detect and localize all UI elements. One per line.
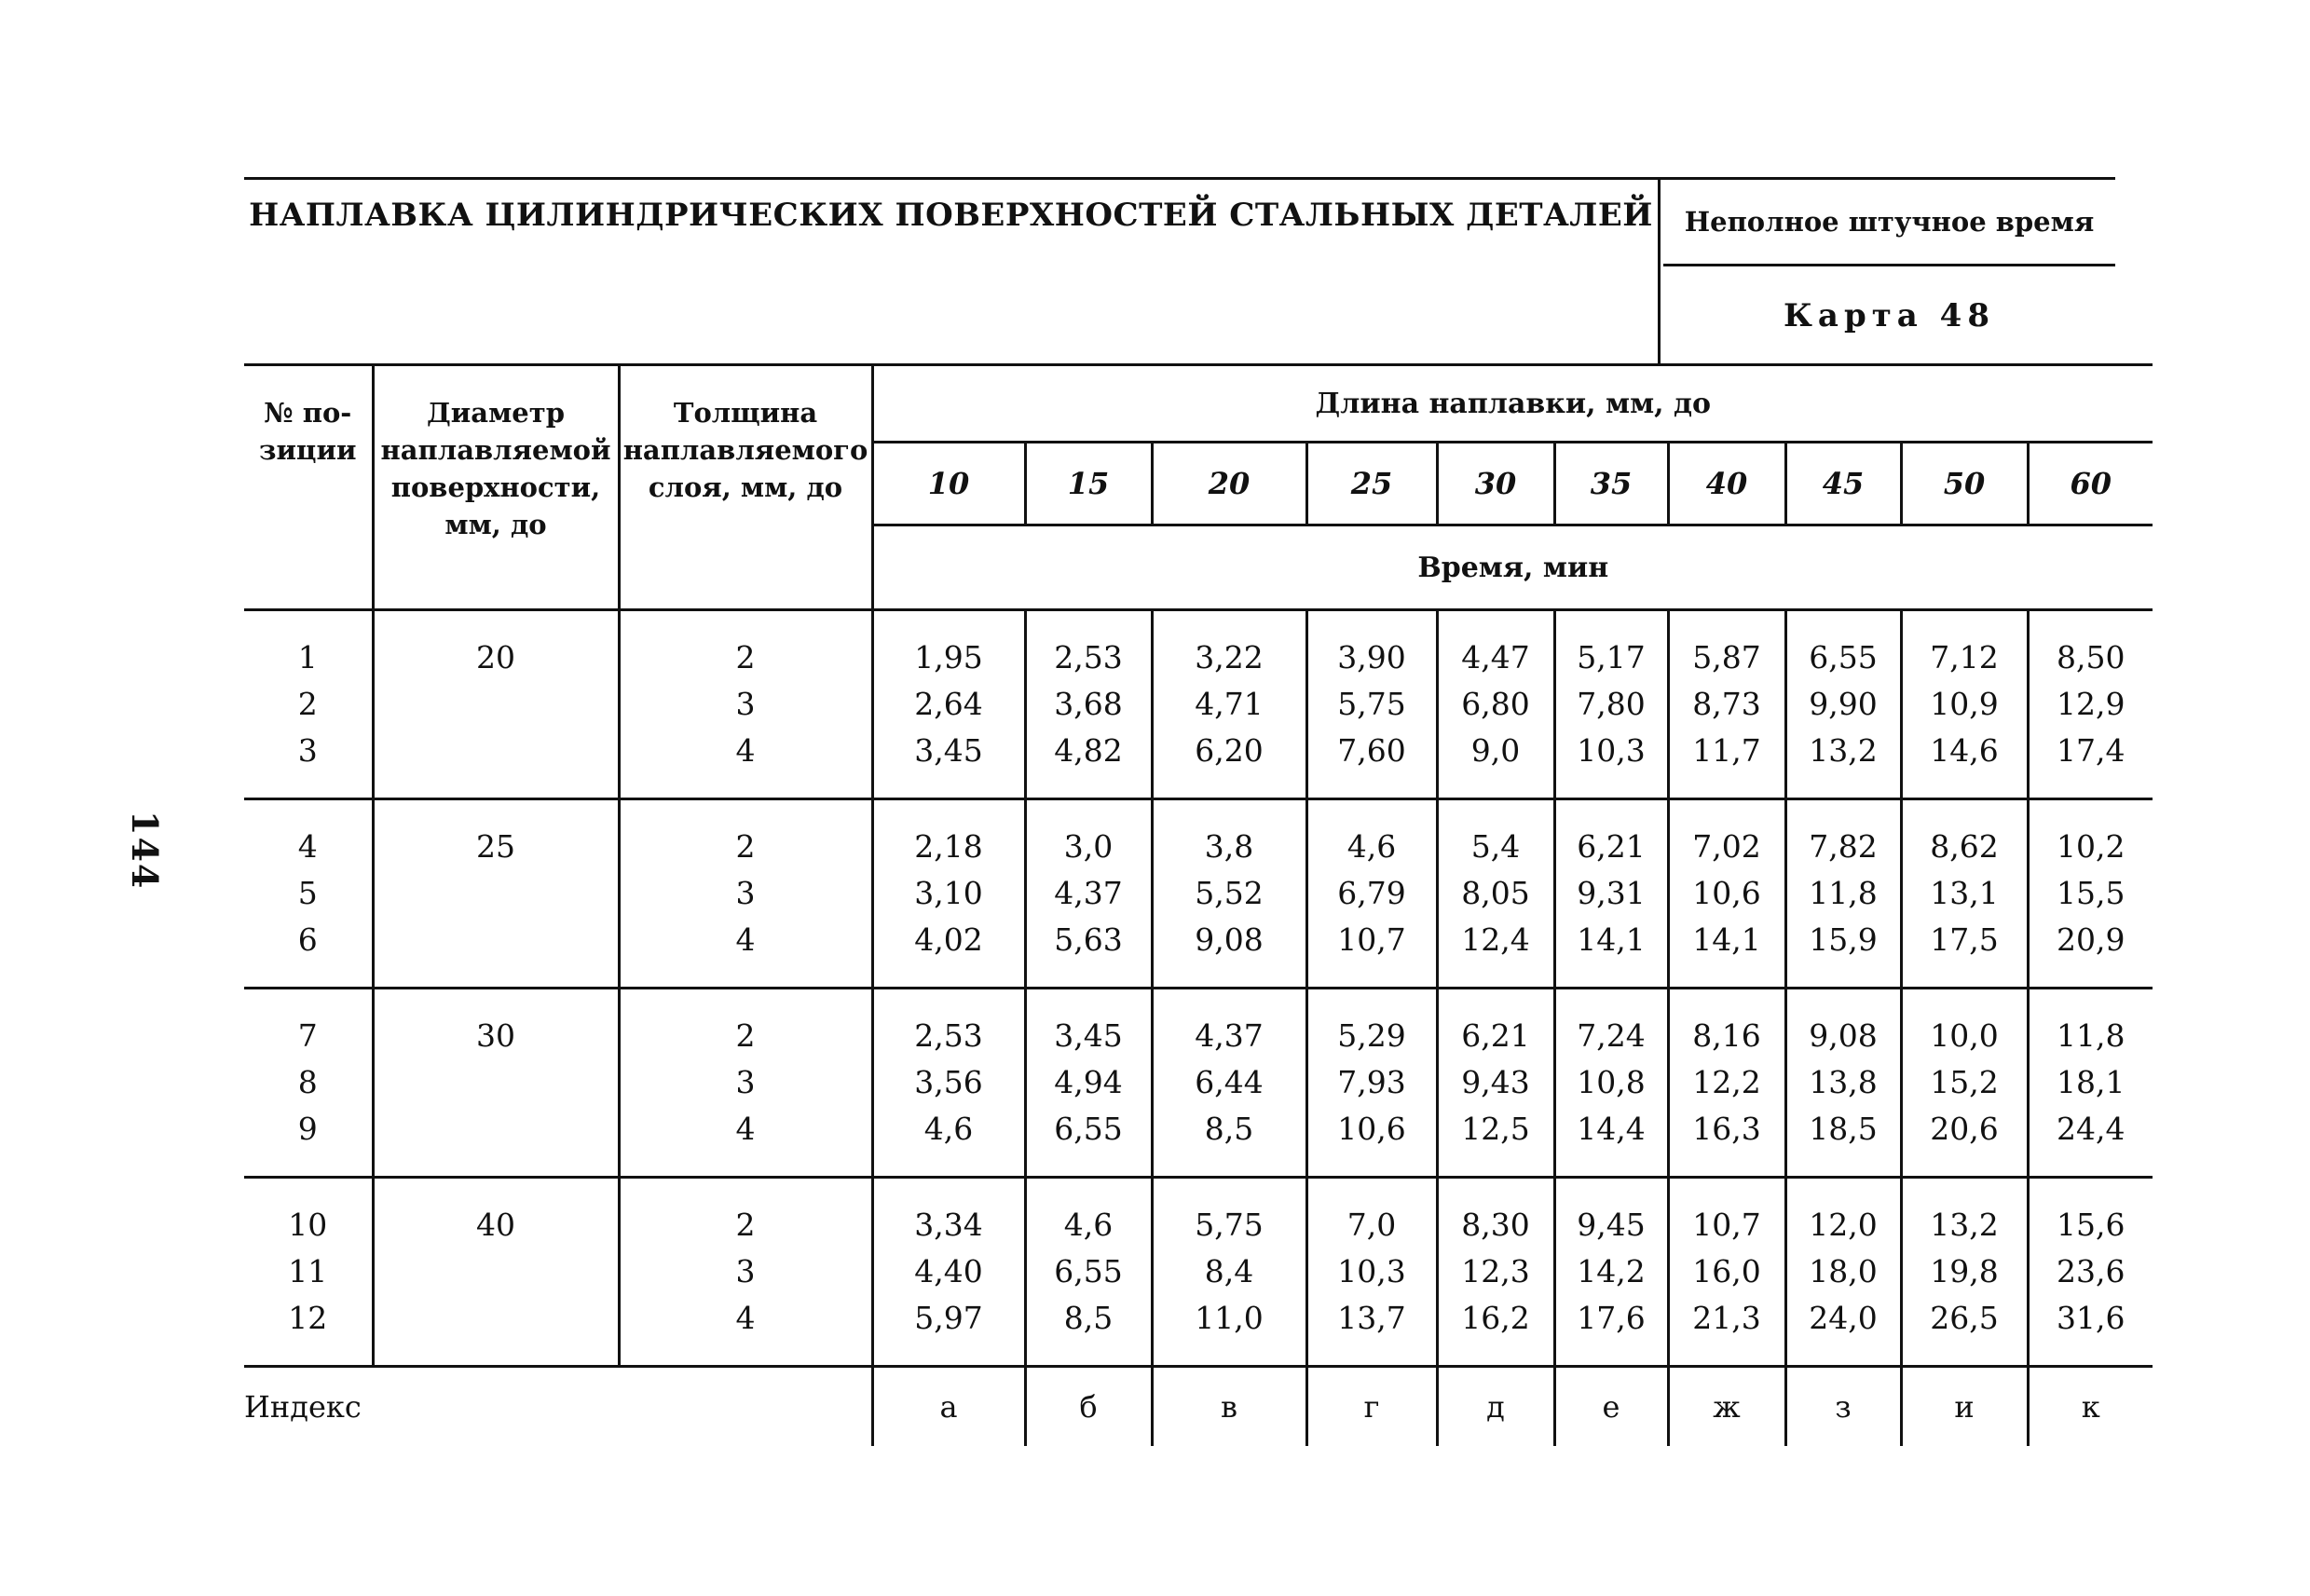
time-value: 4,94 xyxy=(1054,1064,1123,1100)
time-value: 8,30 xyxy=(1461,1207,1530,1243)
table-row-group xyxy=(244,610,2153,799)
thickness-value: 4 xyxy=(735,732,756,769)
thickness-value: 4 xyxy=(735,1300,756,1336)
time-value: 3,22 xyxy=(1195,639,1264,675)
time-value: 8,62 xyxy=(1930,828,1999,865)
time-value: 8,4 xyxy=(1204,1253,1254,1289)
time-value: 15,5 xyxy=(2057,875,2125,911)
thickness-value: 2 xyxy=(735,828,756,865)
column-header-diameter: Диаметр наплавляемой поверхности, мм, до xyxy=(373,365,619,610)
length-column-header: 60 xyxy=(2028,443,2153,525)
time-value: 7,80 xyxy=(1577,686,1646,722)
time-value: 6,21 xyxy=(1577,828,1646,865)
time-value: 12,2 xyxy=(1692,1064,1761,1100)
time-value: 12,3 xyxy=(1461,1253,1530,1289)
time-value: 8,16 xyxy=(1692,1017,1761,1054)
time-value: 4,02 xyxy=(914,921,983,958)
time-value: 16,0 xyxy=(1692,1253,1761,1289)
time-value: 4,47 xyxy=(1461,639,1530,675)
thickness-value: 3 xyxy=(735,686,756,722)
time-value: 11,8 xyxy=(1809,875,1878,911)
time-value: 13,2 xyxy=(1930,1207,1999,1243)
time-value: 18,0 xyxy=(1809,1253,1878,1289)
length-column-header: 30 xyxy=(1437,443,1554,525)
length-column-header: 20 xyxy=(1152,443,1306,525)
time-value: 15,6 xyxy=(2057,1207,2125,1243)
time-value: 3,45 xyxy=(1054,1017,1123,1054)
time-value: 8,05 xyxy=(1461,875,1530,911)
time-value: 2,64 xyxy=(914,686,983,722)
time-value: 9,43 xyxy=(1461,1064,1530,1100)
time-value: 13,8 xyxy=(1809,1064,1878,1100)
time-value: 17,6 xyxy=(1577,1300,1646,1336)
time-value: 17,5 xyxy=(1930,921,1999,958)
index-value: ж xyxy=(1668,1367,1785,1447)
table-row-group xyxy=(244,989,2153,1178)
page-title: НАПЛАВКА ЦИЛИНДРИЧЕСКИХ ПОВЕРХНОСТЕЙ СТАЛЬНЫХ ДЕТАЛЕЙ xyxy=(244,180,1661,366)
time-value: 4,37 xyxy=(1195,1017,1264,1054)
time-value: 5,52 xyxy=(1195,875,1264,911)
time-value: 3,34 xyxy=(914,1207,983,1243)
index-value: к xyxy=(2081,1389,2100,1425)
time-value: 10,9 xyxy=(1930,686,1999,722)
position-number: 12 xyxy=(288,1300,328,1336)
time-value: 7,0 xyxy=(1346,1207,1397,1243)
time-value: 14,2 xyxy=(1577,1253,1646,1289)
position-number: 10 xyxy=(288,1207,328,1243)
time-value: 6,55 xyxy=(1054,1253,1123,1289)
index-label: Индекс xyxy=(244,1389,362,1425)
time-value: 3,56 xyxy=(914,1064,983,1100)
time-value: 3,90 xyxy=(1337,639,1406,675)
time-value: 7,93 xyxy=(1337,1064,1406,1100)
position-number: 7 xyxy=(297,1017,318,1054)
time-value: 10,3 xyxy=(1337,1253,1406,1289)
time-value: 21,3 xyxy=(1692,1300,1761,1336)
length-column-header: 10 xyxy=(872,443,1025,525)
time-value: 10,8 xyxy=(1577,1064,1646,1100)
time-value: 15,2 xyxy=(1930,1064,1999,1100)
time-value: 9,08 xyxy=(1809,1017,1878,1054)
time-value: 3,0 xyxy=(1063,828,1114,865)
time-value: 4,40 xyxy=(914,1253,983,1289)
time-value: 6,21 xyxy=(1461,1017,1530,1054)
time-value: 4,82 xyxy=(1054,732,1123,769)
diameter-value: 30 xyxy=(476,1017,515,1054)
time-value: 6,55 xyxy=(1054,1111,1123,1147)
time-value: 5,17 xyxy=(1577,639,1646,675)
time-value: 12,5 xyxy=(1461,1111,1530,1147)
thickness-value: 2 xyxy=(735,1017,756,1054)
index-row xyxy=(244,1367,2153,1447)
index-value: в xyxy=(1152,1367,1306,1447)
time-value: 11,8 xyxy=(2057,1017,2125,1054)
time-value: 12,9 xyxy=(2057,686,2125,722)
time-value: 8,73 xyxy=(1692,686,1761,722)
time-value: 7,60 xyxy=(1337,732,1406,769)
time-value: 5,63 xyxy=(1054,921,1123,958)
card-header xyxy=(244,177,2115,366)
time-value: 7,82 xyxy=(1809,828,1878,865)
time-value: 24,0 xyxy=(1809,1300,1878,1336)
time-value: 10,7 xyxy=(1692,1207,1761,1243)
index-value: з xyxy=(1785,1367,1901,1447)
position-number: 5 xyxy=(297,875,318,911)
diameter-value: 20 xyxy=(476,639,515,675)
time-value: 11,0 xyxy=(1195,1300,1264,1336)
position-number: 11 xyxy=(288,1253,328,1289)
time-value: 18,1 xyxy=(2057,1064,2125,1100)
length-column-header: 45 xyxy=(1785,443,1901,525)
time-value: 5,87 xyxy=(1692,639,1761,675)
time-value: 12,0 xyxy=(1809,1207,1878,1243)
thickness-value: 4 xyxy=(735,921,756,958)
thickness-value: 3 xyxy=(735,1064,756,1100)
time-value: 6,55 xyxy=(1809,639,1878,675)
time-value: 7,12 xyxy=(1930,639,1999,675)
time-value: 14,1 xyxy=(1577,921,1646,958)
norms-table xyxy=(244,363,2153,1446)
thickness-value: 4 xyxy=(735,1111,756,1147)
diameter-value: 25 xyxy=(476,828,515,865)
time-value: 5,75 xyxy=(1195,1207,1264,1243)
position-number: 8 xyxy=(297,1064,318,1100)
time-value: 18,5 xyxy=(1809,1111,1878,1147)
index-value: е xyxy=(1554,1367,1668,1447)
time-header: Время, мин xyxy=(872,525,2153,610)
time-value: 12,4 xyxy=(1461,921,1530,958)
time-type-label: Неполное штучное время xyxy=(1663,180,2115,266)
position-number: 6 xyxy=(297,921,318,958)
index-value: б xyxy=(1025,1367,1152,1447)
thickness-value: 3 xyxy=(735,875,756,911)
time-value: 20,6 xyxy=(1930,1111,1999,1147)
time-value: 10,2 xyxy=(2057,828,2125,865)
index-value: и xyxy=(1901,1367,2028,1447)
time-value: 13,1 xyxy=(1930,875,1999,911)
time-value: 1,95 xyxy=(914,639,983,675)
time-value: 9,31 xyxy=(1577,875,1646,911)
time-value: 2,53 xyxy=(1054,639,1123,675)
thickness-value: 2 xyxy=(735,639,756,675)
time-value: 3,10 xyxy=(914,875,983,911)
length-column-header: 50 xyxy=(1901,443,2028,525)
time-value: 19,8 xyxy=(1930,1253,1999,1289)
time-value: 9,0 xyxy=(1470,732,1521,769)
time-value: 14,4 xyxy=(1577,1111,1646,1147)
time-value: 9,90 xyxy=(1809,686,1878,722)
length-header: Длина наплавки, мм, до xyxy=(872,365,2153,443)
time-value: 8,50 xyxy=(2057,639,2125,675)
time-value: 4,37 xyxy=(1054,875,1123,911)
time-value: 11,7 xyxy=(1692,732,1761,769)
time-value: 3,68 xyxy=(1054,686,1123,722)
time-value: 4,6 xyxy=(1346,828,1397,865)
table-row-group xyxy=(244,799,2153,989)
time-value: 13,2 xyxy=(1809,732,1878,769)
table-row-group xyxy=(244,1178,2153,1367)
index-value: д xyxy=(1437,1367,1554,1447)
time-value: 7,02 xyxy=(1692,828,1761,865)
time-value: 6,44 xyxy=(1195,1064,1264,1100)
time-value: 4,6 xyxy=(923,1111,974,1147)
time-value: 5,97 xyxy=(914,1300,983,1336)
time-value: 6,80 xyxy=(1461,686,1530,722)
time-value: 2,18 xyxy=(914,828,983,865)
time-value: 16,3 xyxy=(1692,1111,1761,1147)
time-value: 14,1 xyxy=(1692,921,1761,958)
position-number: 2 xyxy=(297,686,318,722)
length-column-header: 25 xyxy=(1306,443,1437,525)
time-value: 24,4 xyxy=(2057,1111,2125,1147)
column-header-position: № по-зиции xyxy=(244,365,373,610)
time-value: 6,20 xyxy=(1195,732,1264,769)
time-value: 5,4 xyxy=(1470,828,1521,865)
time-value: 10,3 xyxy=(1577,732,1646,769)
time-value: 9,45 xyxy=(1577,1207,1646,1243)
card-number: Карта 48 xyxy=(1784,297,1995,334)
position-number: 9 xyxy=(297,1111,318,1147)
time-value: 7,24 xyxy=(1577,1017,1646,1054)
page-number: 144 xyxy=(124,811,166,891)
length-column-header: 15 xyxy=(1025,443,1152,525)
time-value: 3,8 xyxy=(1204,828,1254,865)
length-column-header: 35 xyxy=(1554,443,1668,525)
time-value: 10,7 xyxy=(1337,921,1406,958)
diameter-value: 40 xyxy=(476,1207,515,1243)
time-value: 2,53 xyxy=(914,1017,983,1054)
index-value: а xyxy=(872,1367,1025,1447)
length-column-header: 40 xyxy=(1668,443,1785,525)
time-value: 15,9 xyxy=(1809,921,1878,958)
index-value: г xyxy=(1306,1367,1437,1447)
time-value: 5,75 xyxy=(1337,686,1406,722)
time-value: 4,71 xyxy=(1195,686,1264,722)
position-number: 1 xyxy=(297,639,318,675)
thickness-value: 2 xyxy=(735,1207,756,1243)
time-value: 4,6 xyxy=(1063,1207,1114,1243)
thickness-value: 3 xyxy=(735,1253,756,1289)
time-value: 13,7 xyxy=(1337,1300,1406,1336)
time-value: 10,0 xyxy=(1930,1017,1999,1054)
position-number: 4 xyxy=(297,828,318,865)
time-value: 26,5 xyxy=(1930,1300,1999,1336)
time-value: 14,6 xyxy=(1930,732,1999,769)
time-value: 20,9 xyxy=(2057,921,2125,958)
time-value: 3,45 xyxy=(914,732,983,769)
time-value: 8,5 xyxy=(1063,1300,1114,1336)
time-value: 23,6 xyxy=(2057,1253,2125,1289)
time-value: 10,6 xyxy=(1337,1111,1406,1147)
time-value: 9,08 xyxy=(1195,921,1264,958)
time-value: 6,79 xyxy=(1337,875,1406,911)
time-value: 8,5 xyxy=(1204,1111,1254,1147)
position-number: 3 xyxy=(297,732,318,769)
time-value: 31,6 xyxy=(2057,1300,2125,1336)
column-header-thickness: Толщина наплавляемого слоя, мм, до xyxy=(619,365,872,610)
time-value: 10,6 xyxy=(1692,875,1761,911)
time-value: 16,2 xyxy=(1461,1300,1530,1336)
time-value: 17,4 xyxy=(2057,732,2125,769)
time-value: 5,29 xyxy=(1337,1017,1406,1054)
